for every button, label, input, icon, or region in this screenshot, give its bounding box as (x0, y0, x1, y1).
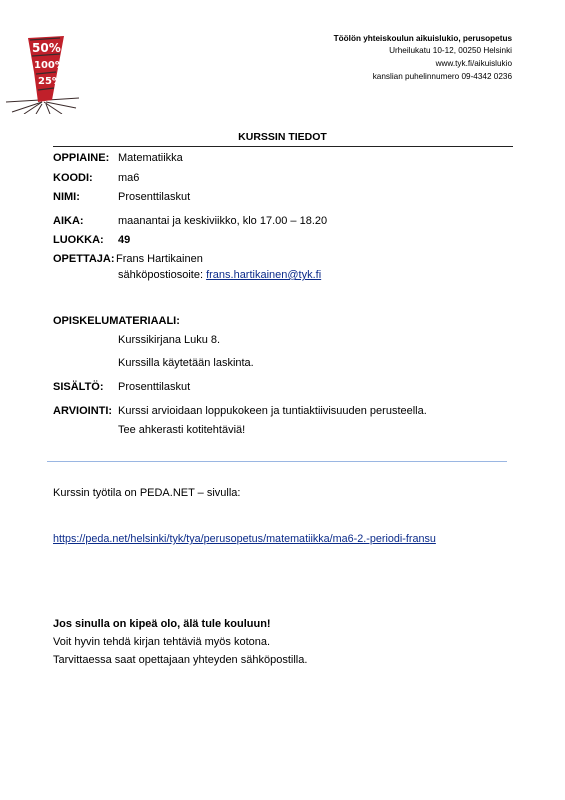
notice-heading: Jos sinulla on kipeä olo, älä tule kouluun! (53, 618, 271, 630)
nimi-label: NIMI: (53, 191, 80, 203)
notice-line-1: Voit hyvin tehdä kirjan tehtäviä myös kotona. (53, 636, 271, 648)
sisalto-label: SISÄLTÖ: (53, 381, 104, 393)
notice-line-2: Tarvittaessa saat opettajaan yhteyden sähköpostilla. (53, 654, 308, 666)
workspace-link[interactable]: https://peda.net/helsinki/tyk/tya/perusopetus/matematiikka/ma6-2.-periodi-fransu (53, 533, 436, 545)
school-logo (2, 28, 80, 114)
opettaja-label: OPETTAJA: (53, 253, 115, 265)
oppiaine-value: Matematiikka (118, 152, 183, 164)
koodi-label: KOODI: (53, 172, 93, 184)
aika-label: AIKA: (53, 215, 84, 227)
material-label: OPISKELUMATERIAALI: (53, 315, 180, 327)
header-address: Urheilukatu 10-12, 00250 Helsinki (389, 46, 512, 55)
header-school: Töölön yhteiskoulun aikuislukio, perusopetus (333, 34, 512, 43)
sisalto-value: Prosenttilaskut (118, 381, 191, 393)
nimi-value: Prosenttilaskut (118, 191, 191, 203)
aika-value: maanantai ja keskiviikko, klo 17.00 – 18.20 (118, 215, 328, 227)
luokka-label: LUOKKA: (53, 234, 104, 246)
header-phone: kanslian puhelinnumero 09-4342 0236 (372, 72, 512, 81)
koodi-value: ma6 (118, 172, 140, 184)
material-line-2: Kurssilla käytetään laskinta. (118, 357, 254, 369)
logo-text-2: 100% (34, 60, 65, 71)
logo-text-1: 50% (32, 41, 61, 55)
workspace-text: Kurssin työtila on PEDA.NET – sivulla: (53, 487, 241, 499)
oppiaine-label: OPPIAINE: (53, 152, 110, 164)
logo-text-3: 25% (38, 76, 62, 87)
arviointi-label: ARVIOINTI: (53, 405, 113, 417)
section-divider (47, 461, 507, 462)
material-line-1: Kurssikirjana Luku 8. (118, 334, 221, 346)
arviointi-line-2: Tee ahkerasti kotitehtäviä! (118, 424, 246, 436)
title-divider (53, 146, 513, 147)
email-link[interactable]: frans.hartikainen@tyk.fi (206, 269, 322, 281)
opettaja-value: Frans Hartikainen (116, 253, 203, 265)
header-web: www.tyk.fi/aikuislukio (435, 59, 512, 68)
luokka-value: 49 (118, 234, 131, 246)
email-prefix: sähköpostiosoite: (118, 269, 203, 281)
arviointi-line-1: Kurssi arvioidaan loppukokeen ja tuntiaktiivisuuden perusteella. (118, 405, 427, 417)
page-title: KURSSIN TIEDOT (238, 131, 327, 143)
email-line (118, 269, 321, 281)
